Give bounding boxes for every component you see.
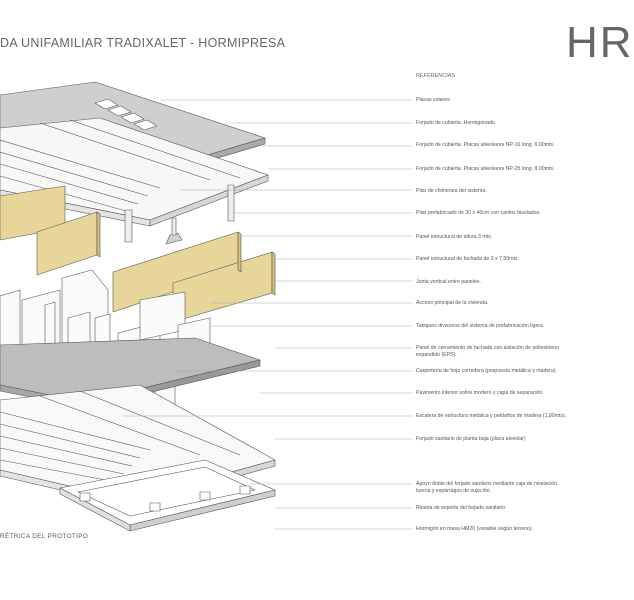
ref-label-4: Forjado de cubierta. Placas alveolares NP-25 long. 9,00mts. — [416, 166, 555, 172]
ref-label-6: Pilar prefabricado de 30 x 40cm con cantos biselados. — [416, 210, 541, 216]
ref-label-2: Forjado de cubierta. Hormigonado. — [416, 120, 497, 126]
ref-label-16: Forjado sanitario de planta baja (placa alveolar) — [416, 436, 526, 442]
ref-label-7: Panel estructural de altura 3 mts. — [416, 234, 493, 240]
ref-label-10: Acceso principal de la vivienda. — [416, 300, 489, 306]
ref-label-11: Tabiques divisorios del sistema de prefabricación ligera. — [416, 323, 545, 329]
ref-label-13: Carpintería de hoja corredera (propuesta metálica y madera). — [416, 368, 557, 374]
ref-label-5: Pilar de chimenea del sistema. — [416, 188, 487, 194]
ref-label-8: Panel estructural de fachada de 3 x 7,50mts. — [416, 256, 519, 262]
ref-label-14: Pavimento interior sobre mortero y capa de separación. — [416, 390, 544, 396]
ref-label-9: Junta vertical entre paneles. — [416, 279, 481, 285]
ref-label-15: Escalera de estructura metálica y peldaños de madera (1,80mts). — [416, 413, 567, 419]
ref-label-17: Apoyo doble del forjado sanitario mediante caja de nivelación, tuerca y espárragos de sujeción. — [416, 481, 559, 494]
ref-label-12: Panel de cerramiento de fachada con aislación de poliestireno expandido (EPS). — [416, 345, 560, 358]
ref-label-3: Forjado de cubierta. Placas alveolares NP-16 long. 6,00mts. — [416, 142, 555, 148]
references-heading: REFERENCIAS — [416, 73, 456, 79]
ref-label-18: Riostra de soporte del forjado sanitario. — [416, 505, 507, 511]
brand-logo: HR — [566, 18, 634, 67]
ref-label-1: Placas solares — [416, 97, 450, 103]
drawing-caption: RÉTRICA DEL PROTOTIPO — [0, 533, 89, 540]
page-title: DA UNIFAMILIAR TRADIXALET - HORMIPRESA — [0, 36, 286, 50]
ref-label-19: Hormigón en masa HM20 (variable según terreno). — [416, 526, 534, 532]
